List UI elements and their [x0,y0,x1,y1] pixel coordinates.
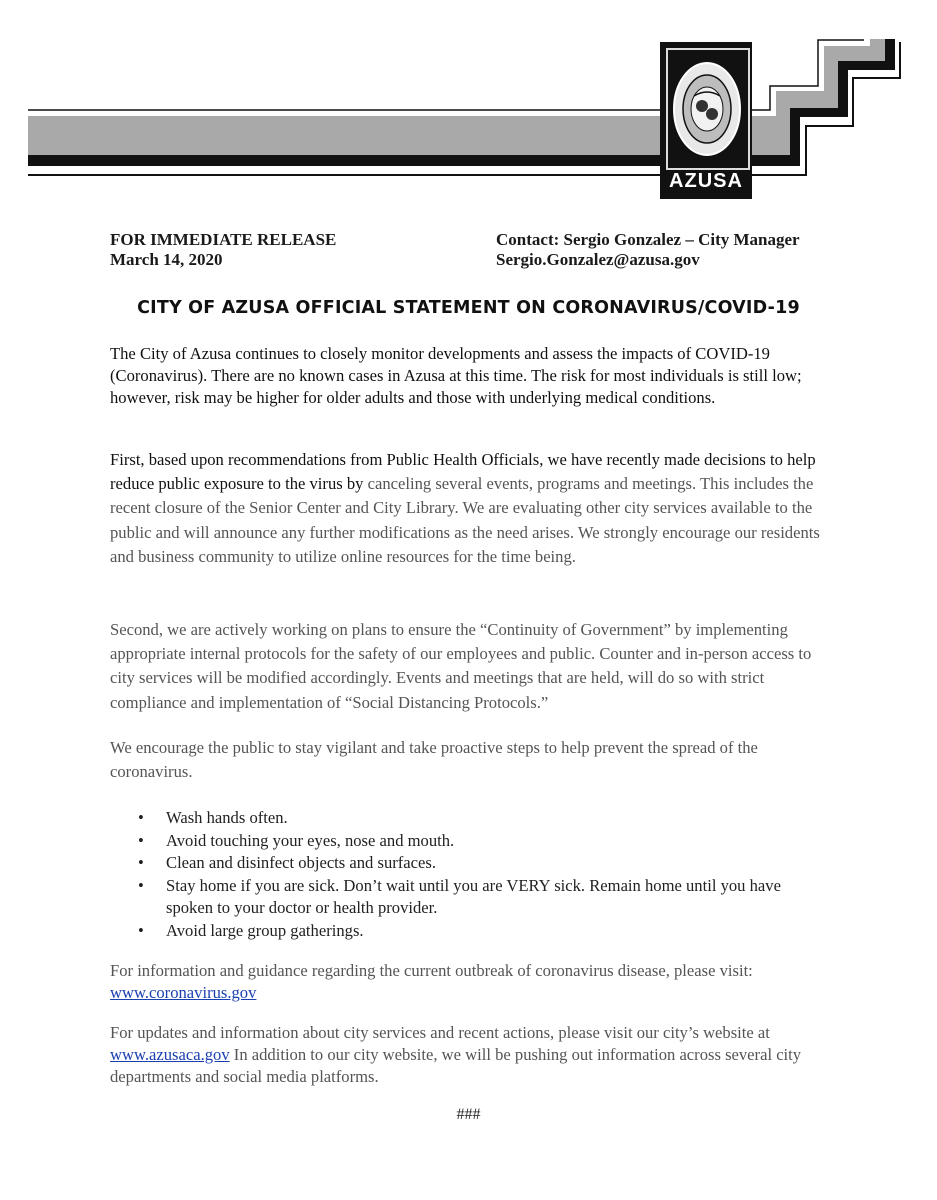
updates-text-pre: For updates and information about city services and recent actions, please visit our city’s website at [110,1023,770,1042]
guidance-text: For information and guidance regarding the current outbreak of coronavirus disease, please visit: [110,961,753,980]
updates-text-post: In addition to our city website, we will be pushing out information across several city departments and social media platforms. [110,1045,802,1086]
release-label: FOR IMMEDIATE RELEASE [110,230,337,249]
coronavirus-gov-link[interactable]: www.coronavirus.gov [110,983,257,1002]
list-item: • Wash hands often. [110,807,825,830]
paragraph-updates [110,1022,825,1088]
seal-city-name: AZUSA [669,170,743,192]
azusaca-gov-link[interactable]: www.azusaca.gov [110,1045,230,1064]
release-info [110,230,336,270]
list-item: • Avoid large group gatherings. [110,920,825,943]
contact-name: Contact: Sergio Gonzalez – City Manager [496,230,800,249]
paragraph-first-rest: canceling several events, programs and meetings. This includes the recent closure of the Senior Center and City Library. We are evaluating other city services available to the public and will announce any further modifications as the need arises. We strongly encourage our residents and business community to utilize online resources for the time being. [110,474,820,566]
paragraph-encourage: We encourage the public to stay vigilant and take proactive steps to help prevent the spread of the coronavirus. [110,738,758,781]
list-item: • Stay home if you are sick. Don’t wait until you are VERY sick. Remain home until you have spoken to your doctor or health provider. [110,875,825,920]
prevention-list [110,807,825,942]
paragraph-first [110,448,825,569]
paragraph-first-lead: First, based upon recommendations from Public Health Officials, we have recently made decisions to help reduce public exposure to the virus by [110,450,816,494]
paragraph-second: Second, we are actively working on plans to ensure the “Continuity of Government” by implementing appropriate internal protocols for the safety of our employees and public. Counter and in-person access to city services will be modified accordingly. Events and meetings that are held, will do so with strict compliance and implementation of “Social Distancing Protocols.” [110,620,812,712]
paragraph-guidance [110,960,825,1004]
statement-title: CITY OF AZUSA OFFICIAL STATEMENT ON CORONAVIRUS/COVID-19 [137,298,800,318]
stepped-stripes-graphic [0,0,937,215]
list-item: • Avoid touching your eyes, nose and mouth. [110,830,825,853]
city-seal-icon [672,58,742,160]
end-mark: ### [456,1106,481,1123]
release-date: March 14, 2020 [110,250,223,269]
paragraph-intro: The City of Azusa continues to closely monitor developments and assess the impacts of COVID-19 (Coronavirus). There are no known cases in Azusa at this time. The risk for most individuals is still low; however, risk may be higher for older adults and those with underlying medical conditions. [110,344,802,407]
list-item: • Clean and disinfect objects and surfaces. [110,852,825,875]
city-seal-panel [660,42,752,199]
letterhead-banner [0,0,937,215]
contact-info [496,230,800,270]
contact-email: Sergio.Gonzalez@azusa.gov [496,250,700,269]
